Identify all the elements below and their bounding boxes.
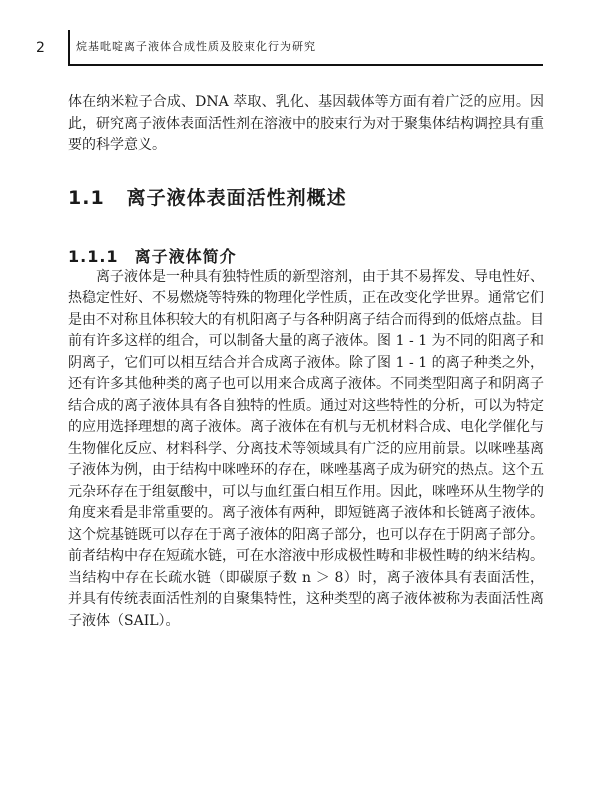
running-header-title: 烷基吡啶离子液体合成性质及胶束化行为研究 xyxy=(76,40,316,53)
page-content xyxy=(68,92,544,632)
section-heading xyxy=(68,183,544,210)
subsection-title: 离子液体简介 xyxy=(134,246,237,266)
page-number: 2 xyxy=(36,40,45,56)
section-number: 1.1 xyxy=(68,186,105,209)
body-paragraph: 离子液体是一种具有独特性质的新型溶剂，由于其不易挥发、导电性好、热稳定性好、不易燃烧等特殊的物理化学性质，正在改变化学世界。通常它们是由不对称且体积较大的有机阳离子与各种阴离子结合而得到的低熔点盐。目前有许多这样的组合，可以制备大量的离子液体。图 1 - 1 为不同的阳离子和阴离子，它们可以相互结合并合成离子液体。除了图 1 - 1 的离子种类之外，还有许多其他种类的离子也可以用来合成离子液体。不同类型阳离子和阴离子结合成的离子液体具有各自独特的性质。通过对这些特性的分析，可以为特定的应用选择理想的离子液体。离子液体在有机与无机材料合成、电化学催化与生物催化反应、材料科学、分离技术等领域具有广泛的应用前景。以咪唑基离子液体为例，由于结构中咪唑环的存在，咪唑基离子成为研究的热点。这个五元杂环存在于组氨酸中，可以与血红蛋白相互作用。因此，咪唑环从生物学的角度来看是非常重要的。离子液体有两种，即短链离子液体和长链离子液体。这个烷基链既可以存在于离子液体的阳离子部分，也可以存在于阴离子部分。前者结构中存在短疏水链，可在水溶液中形成极性畴和非极性畴的纳米结构。当结构中存在长疏水链（即碳原子数 n ＞ 8）时，离子液体具有表面活性，并具有传统表面活性剂的自聚集特性，这种类型的离子液体被称为表面活性离子液体（SAIL）。 xyxy=(68,268,544,629)
header-vertical-rule xyxy=(68,30,70,66)
header-horizontal-rule xyxy=(68,64,543,66)
section-title: 离子液体表面活性剂概述 xyxy=(126,186,347,209)
subsection-heading xyxy=(68,244,544,267)
intro-paragraph: 体在纳米粒子合成、DNA 萃取、乳化、基因载体等方面有着广泛的应用。因此，研究离子液体表面活性剂在溶液中的胶束行为对于聚集体结构调控具有重要的科学意义。 xyxy=(68,94,544,153)
subsection-number: 1.1.1 xyxy=(68,246,119,266)
